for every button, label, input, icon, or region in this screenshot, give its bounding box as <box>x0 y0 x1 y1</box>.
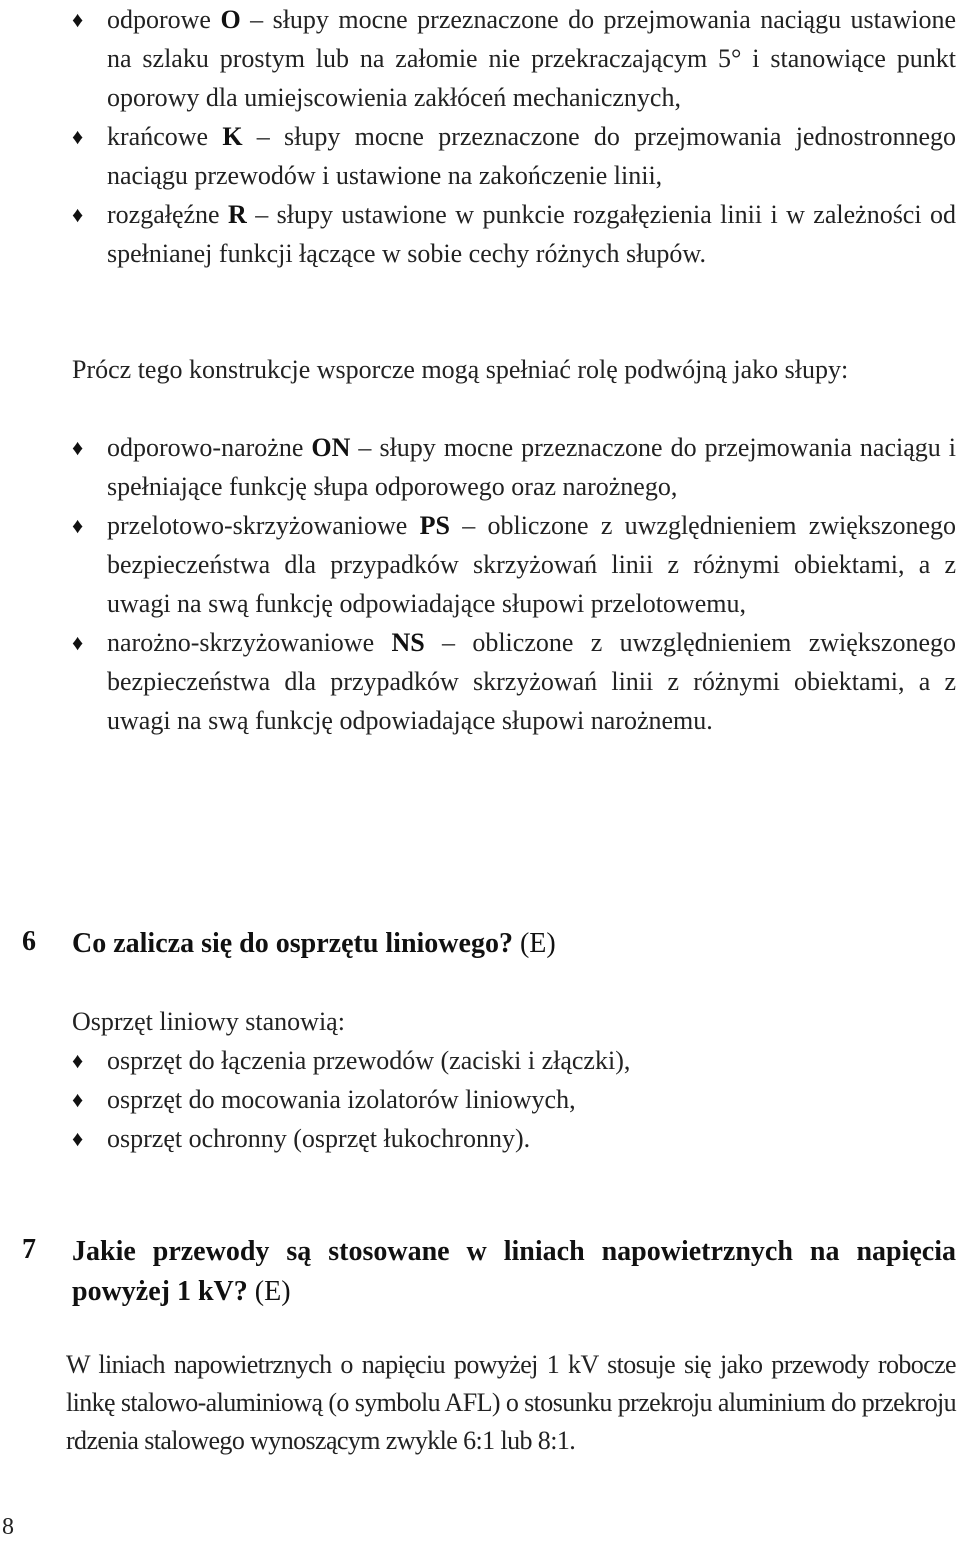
list-item: ♦ osprzęt do łączenia przewodów (zaciski i złączki), <box>72 1041 956 1080</box>
second-bullet-list <box>72 428 956 740</box>
difficulty-tag: (E) <box>254 1276 291 1307</box>
bullet-diamond-icon: ♦ <box>72 513 84 538</box>
bullet-diamond-icon: ♦ <box>72 1087 84 1112</box>
list-item: ♦ odporowe O – słupy mocne przeznaczone do przejmowania naciągu ustawione na szlaku prostym lub na załomie nie przekraczającym 5° i stanowiące punkt oporowy dla umiejscowienia zakłóceń mechanicznych, <box>72 0 956 117</box>
pole-type-symbol: PS <box>419 511 450 540</box>
bullet-diamond-icon: ♦ <box>72 630 84 655</box>
bullet-diamond-icon: ♦ <box>72 124 84 149</box>
question-heading <box>72 1232 956 1312</box>
question-text: Jakie przewody są stosowane w liniach napowietrznych na napięcia powyżej 1 kV? <box>72 1236 956 1307</box>
list-item: ♦ odporowo-narożne ON – słupy mocne przeznaczone do przejmowania naciągu i spełniające funkcję słupa odporowego oraz narożnego, <box>72 428 956 506</box>
question-heading <box>72 924 956 964</box>
difficulty-tag: (E) <box>519 928 556 959</box>
question-number: 7 <box>22 1234 36 1265</box>
bullet-diamond-icon: ♦ <box>72 7 84 32</box>
list-item: ♦ osprzęt ochronny (osprzęt łukochronny). <box>72 1119 956 1158</box>
bullet-diamond-icon: ♦ <box>72 1048 84 1073</box>
answer-intro: Osprzęt liniowy stanowią: <box>72 1007 345 1036</box>
bullet-diamond-icon: ♦ <box>72 202 84 227</box>
intro-paragraph: Prócz tego konstrukcje wsporcze mogą spełniać rolę podwójną jako słupy: <box>72 355 849 384</box>
list-item: ♦ przelotowo-skrzyżowaniowe PS – obliczone z uwzględnieniem zwiększonego bezpieczeństwa dla przypadków skrzyżowań linii z różnymi obiektami, a z uwagi na swą funkcję odpowiadające słupowi przelotowemu, <box>72 506 956 623</box>
answer-paragraph: W liniach napowietrznych o napięciu powyżej 1 kV stosuje się jako przewody robocze linkę stalowo-aluminiową (o symbolu AFL) o stosunku przekroju aluminium do przekroju rdzenia stalowego wynoszącym zwykle 6:1 lub 8:1. <box>66 1350 956 1455</box>
list-item: ♦ krańcowe K – słupy mocne przeznaczone do przejmowania jednostronnego naciągu przewodów i ustawione na zakończenie linii, <box>72 117 956 195</box>
question-text: Co zalicza się do osprzętu liniowego? <box>72 928 513 959</box>
list-item: ♦ rozgałęźne R – słupy ustawione w punkcie rozgałęzienia linii i w zależności od spełnianej funkcji łączące w sobie cechy różnych słupów. <box>72 195 956 273</box>
pole-type-symbol: R <box>228 200 247 229</box>
answer-bullet-list <box>72 1041 956 1158</box>
pole-type-symbol: O <box>220 5 241 34</box>
pole-type-symbol: K <box>222 122 243 151</box>
top-bullet-list <box>72 0 956 273</box>
bullet-diamond-icon: ♦ <box>72 1126 84 1151</box>
bullet-diamond-icon: ♦ <box>72 435 84 460</box>
list-item: ♦ osprzęt do mocowania izolatorów liniowych, <box>72 1080 956 1119</box>
list-item: ♦ narożno-skrzyżowaniowe NS – obliczone z uwzględnieniem zwiększonego bezpieczeństwa dla przypadków skrzyżowań linii z różnymi obiektami, a z uwagi na swą funkcję odpowiadające słupowi narożnemu. <box>72 623 956 740</box>
pole-type-symbol: ON <box>311 433 351 462</box>
question-number: 6 <box>22 926 36 957</box>
page-number: 8 <box>2 1514 14 1540</box>
pole-type-symbol: NS <box>391 628 425 657</box>
